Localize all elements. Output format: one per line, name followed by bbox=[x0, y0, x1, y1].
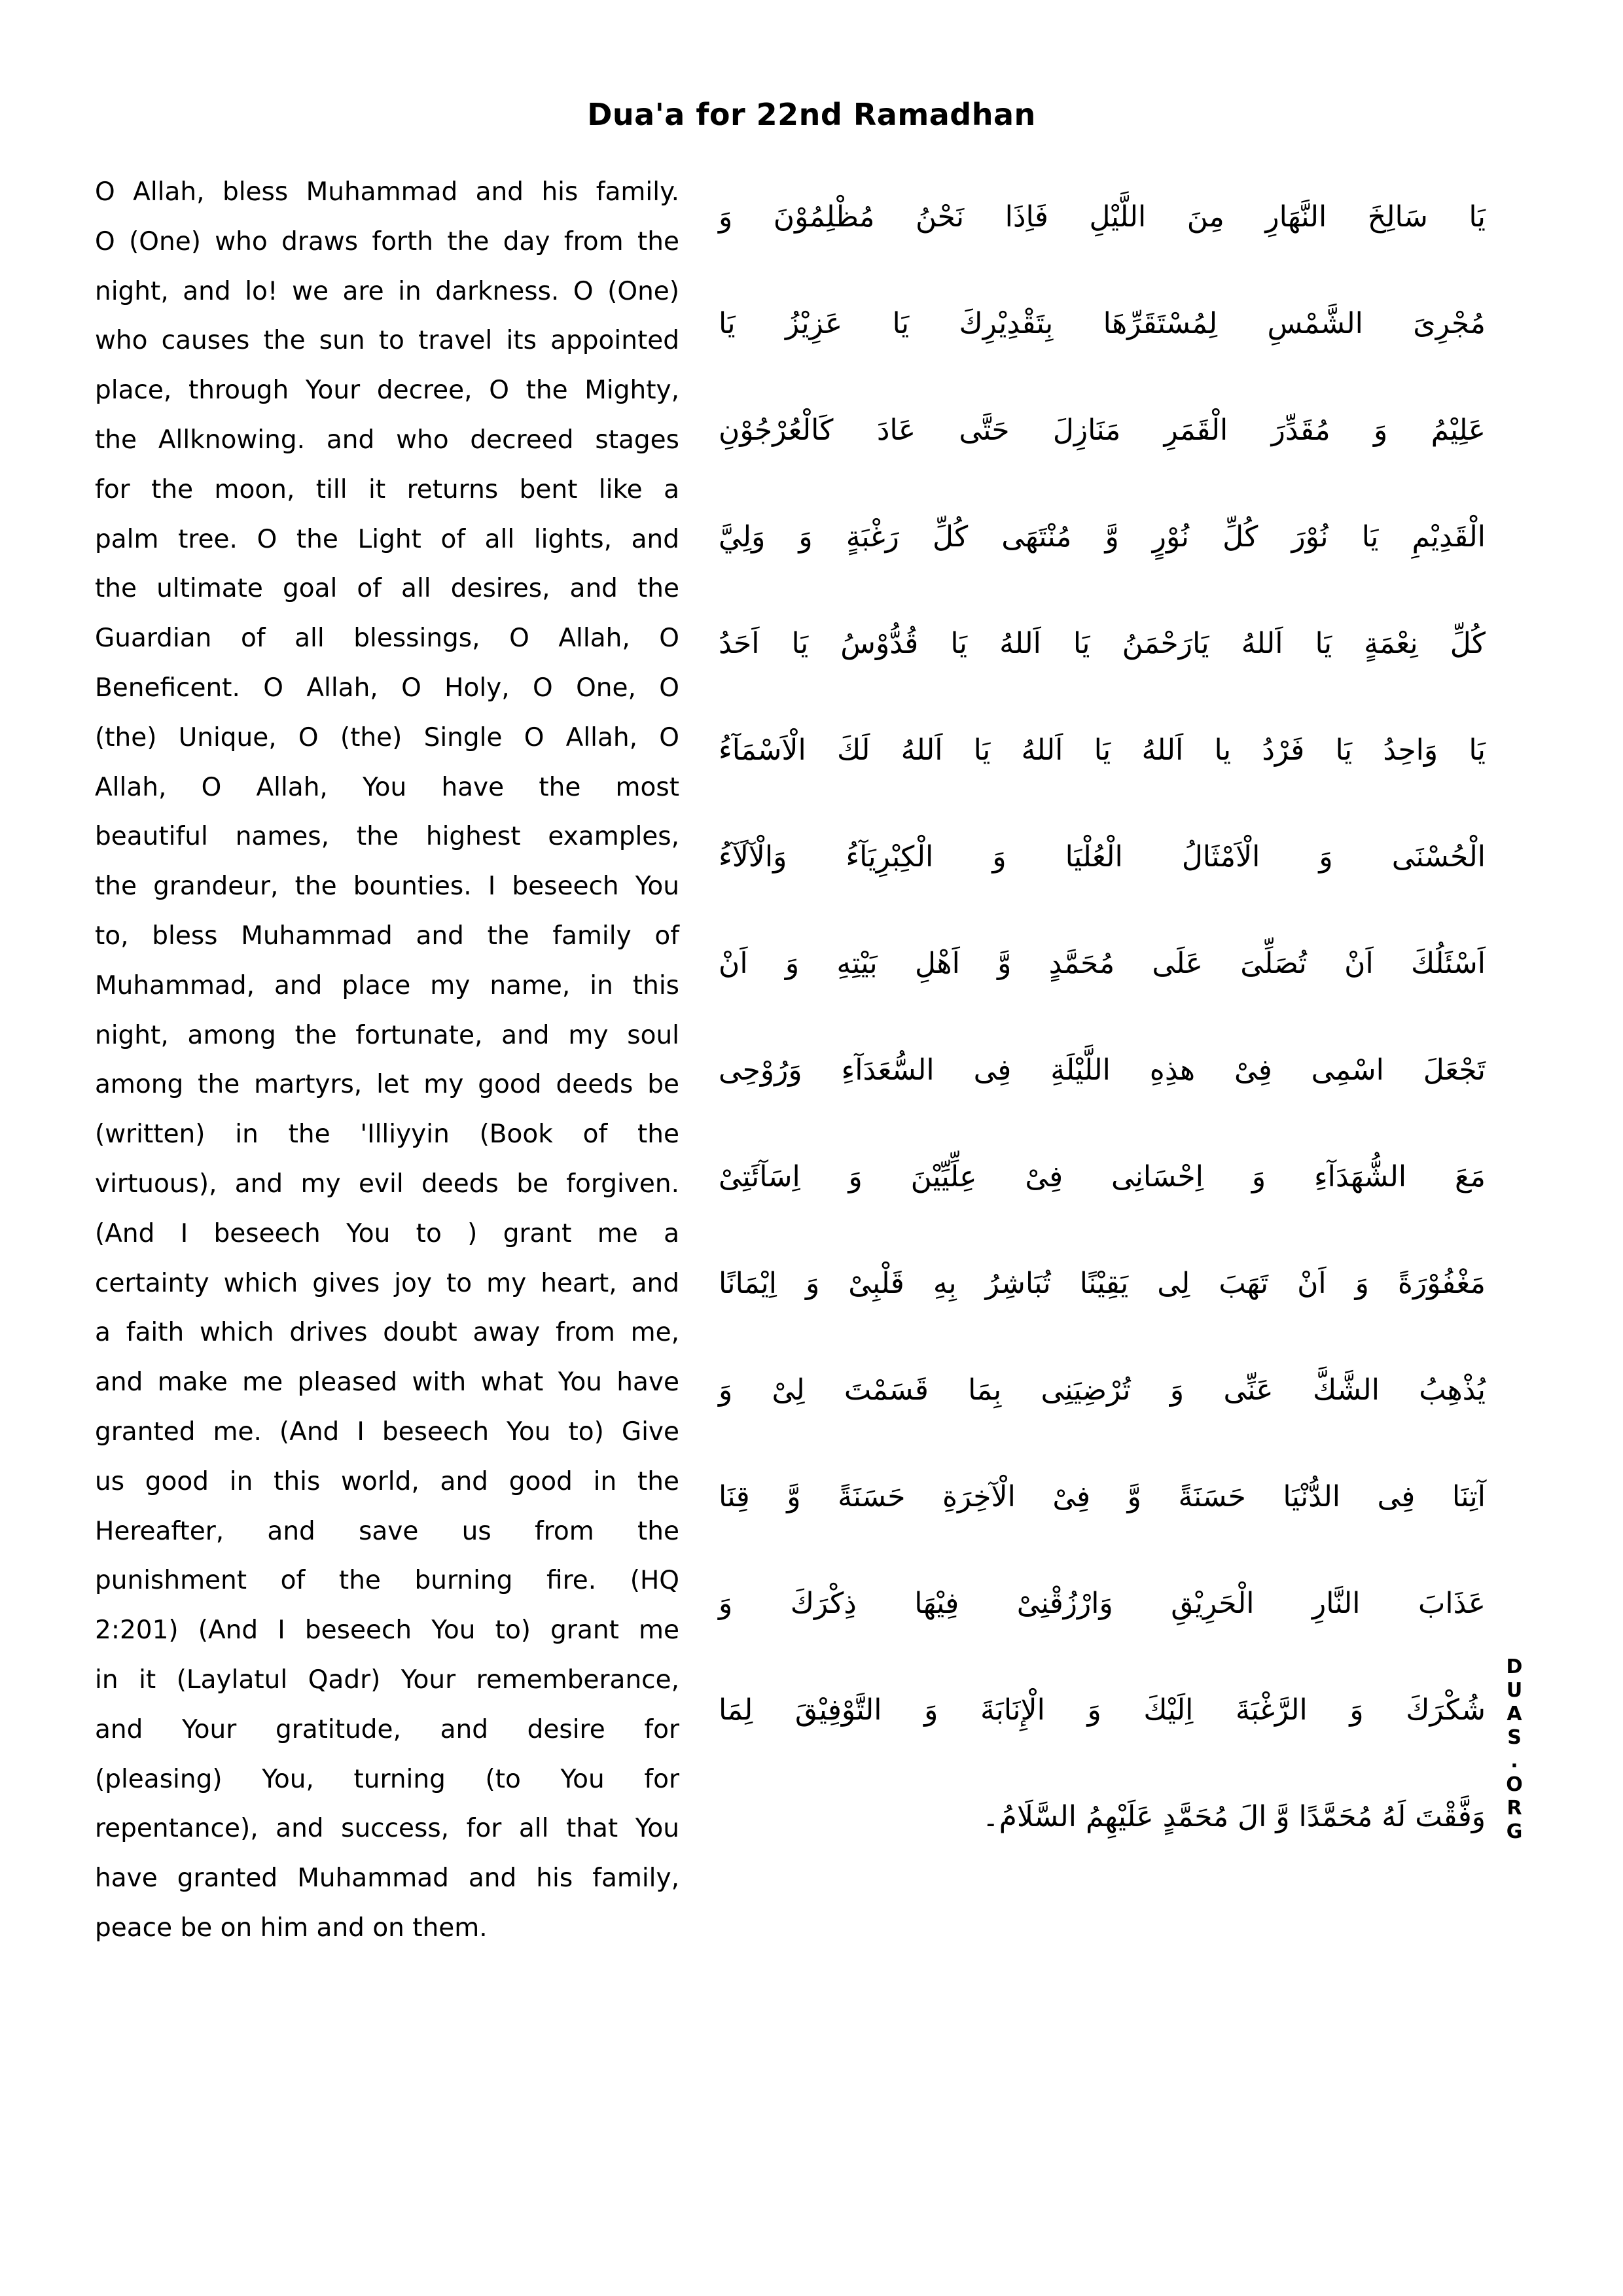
english-line: peace be on him and on them. bbox=[95, 1913, 488, 1943]
arabic-line: اَسْئَلُكَ اَنْ تُصَلِّىَ عَلَى مُحَمَّدٍ وَّ اَهْلِ بَيْتِهِ وَ اَنْ bbox=[719, 947, 1486, 980]
english-line: for the moon, till it returns bent like a bbox=[95, 474, 679, 504]
credit-letter: S bbox=[1507, 1726, 1522, 1749]
english-line: Guardian of all blessings, O Allah, O bbox=[95, 624, 679, 654]
english-line: in it (Laylatul Qadr) Your rememberance, bbox=[95, 1665, 679, 1695]
english-line: place, through Your decree, O the Mighty, bbox=[95, 376, 679, 406]
english-line: Allah, O Allah, You have the most bbox=[95, 772, 679, 802]
credit-letter: U bbox=[1506, 1679, 1523, 1702]
arabic-text bbox=[719, 164, 1486, 1870]
english-line: among the martyrs, let my good deeds be bbox=[95, 1070, 679, 1100]
english-line: palm tree. O the Light of all lights, and bbox=[95, 524, 679, 554]
arabic-line: مَعَ الشُّهَدَآءِ وَ اِحْسَانِى فِىْ عِلِّيِّيْنَ وَ اِسَآئَتِىْ bbox=[719, 1160, 1486, 1193]
credit-letter: R bbox=[1507, 1797, 1522, 1820]
english-line: Muhammad, and place my name, in this bbox=[95, 970, 679, 1000]
english-line: the ultimate goal of all desires, and the bbox=[95, 574, 679, 604]
english-line: (And I beseech You to ) grant me a bbox=[95, 1218, 679, 1248]
credit-letter: . bbox=[1510, 1750, 1518, 1773]
arabic-line: كُلِّ نِعْمَةٍ يَا اَللهُ يَارَحْمَنُ يَا اَللهُ يَا قُدُّوْسُ يَا اَحَدُ bbox=[719, 627, 1486, 660]
arabic-line: تَجْعَلَ اسْمِى فِىْ هذِهِ اللَّيْلَةِ فِى السُّعَدَآءِ وَرُوْحِى bbox=[719, 1053, 1486, 1087]
english-line: and make me pleased with what You have bbox=[95, 1368, 679, 1398]
english-line: (written) in the 'Illiyyin (Book of the bbox=[95, 1120, 679, 1150]
english-line: a faith which drives doubt away from me, bbox=[95, 1318, 679, 1348]
arabic-line: يُذْهِبُ الشَّكَّ عَنِّى وَ تُرْضِيَنِى بِمَا قَسَمْتَ لِىْ وَ bbox=[719, 1373, 1486, 1407]
english-line: punishment of the burning fire. (HQ bbox=[95, 1566, 679, 1596]
arabic-line: يَا سَالِخَ النَّهَارِ مِنَ اللَّيْلِ فَاِذَا نَحْنُ مُظْلِمُوْنَ وَ bbox=[719, 200, 1486, 234]
credit-letter: A bbox=[1507, 1703, 1522, 1725]
english-line: (the) Unique, O (the) Single O Allah, O bbox=[95, 722, 679, 752]
english-line: and Your gratitude, and desire for bbox=[95, 1714, 679, 1744]
english-line: the grandeur, the bounties. I beseech You bbox=[95, 872, 679, 902]
arabic-line: وَفَّقْتَ لَهُ مُحَمَّدًا وَّ الَ مُحَمَّدٍ عَلَيْهِمُ السَّلَامُ۔ bbox=[982, 1800, 1486, 1833]
english-line: O (One) who draws forth the day from the bbox=[95, 226, 679, 256]
english-line: who causes the sun to travel its appointed bbox=[95, 326, 679, 356]
arabic-line: شُكْرَكَ وَ الرَّغْبَةَ اِلَيْكَ وَ الْإِنَابَةَ وَ التَّوْفِيْقَ لِمَا bbox=[719, 1693, 1486, 1727]
english-line: granted me. (And I beseech You to) Give bbox=[95, 1417, 679, 1447]
english-line: Hereafter, and save us from the bbox=[95, 1516, 679, 1546]
english-line: Beneficent. O Allah, O Holy, O One, O bbox=[95, 673, 679, 703]
english-line: night, among the fortunate, and my soul bbox=[95, 1020, 679, 1050]
english-line: O Allah, bless Muhammad and his family. bbox=[95, 177, 679, 207]
arabic-line: الْحُسْنَى وَ الْاَمْثَالُ الْعُلْيَا وَ الْكِبْرِيَآءُ وَالْآلَآءُ bbox=[719, 840, 1486, 874]
arabic-line: مُجْرِىَ الشَّمْسِ لِمُسْتَقَرِّهَا بِتَقْدِيْرِكَ يَا عَزِيْزُ يَا bbox=[719, 307, 1486, 340]
site-credit-vertical bbox=[1500, 1655, 1529, 1844]
credit-letter: G bbox=[1506, 1820, 1523, 1843]
english-line: night, and lo! we are in darkness. O (One) bbox=[95, 276, 679, 306]
credit-letter: O bbox=[1506, 1773, 1523, 1796]
credit-letter: D bbox=[1506, 1655, 1523, 1678]
arabic-line: الْقَدِيْمِ يَا نُوْرَ كُلِّ نُوْرٍ وَّ مُنْتَهَى كُلِّ رَغْبَةٍ وَ وَلِيَّ bbox=[719, 520, 1486, 554]
english-line: have granted Muhammad and his family, bbox=[95, 1863, 679, 1894]
page-title: Dua'a for 22nd Ramadhan bbox=[587, 97, 1036, 132]
arabic-line: عَذَابَ النَّارِ الْحَرِيْقِ وَارْزُقْنِىْ فِيْهَا ذِكْرَكَ وَ bbox=[719, 1587, 1486, 1620]
arabic-line: مَغْفُوْرَةً وَ اَنْ تَهَبَ لِى يَقِيْنًا تُبَاشِرُ بِهِ قَلْبِىْ وَ اِيْمَانًا bbox=[719, 1267, 1486, 1300]
english-line: us good in this world, and good in the bbox=[95, 1466, 679, 1496]
arabic-line: يَا وَاحِدُ يَا فَرْدُ يا اَللهُ يَا اَللهُ يَا اَللهُ لَكَ الْاَسْمَآءُ bbox=[719, 733, 1486, 767]
english-line: to, bless Muhammad and the family of bbox=[95, 921, 679, 951]
english-line: the Allknowing. and who decreed stages bbox=[95, 425, 679, 455]
english-line: (pleasing) You, turning (to You for bbox=[95, 1764, 679, 1794]
english-translation bbox=[95, 168, 679, 1953]
english-line: beautiful names, the highest examples, bbox=[95, 822, 679, 852]
arabic-line: آتِنَا فِى الدُّنْيَا حَسَنَةً وَّ فِىْ الْآخِرَةِ حَسَنَةً وَّ قِنَا bbox=[719, 1480, 1486, 1513]
english-line: 2:201) (And I beseech You to) grant me bbox=[95, 1616, 679, 1646]
arabic-line: عَلِيْمُ وَ مُقَدِّرَ الْقَمَرِ مَنَازِلَ حَتَّى عَادَ كَالْعُرْجُوْنِ bbox=[719, 414, 1486, 447]
english-line: certainty which gives joy to my heart, and bbox=[95, 1268, 679, 1298]
english-line: repentance), and success, for all that You bbox=[95, 1814, 679, 1844]
english-line: virtuous), and my evil deeds be forgiven. bbox=[95, 1169, 679, 1199]
